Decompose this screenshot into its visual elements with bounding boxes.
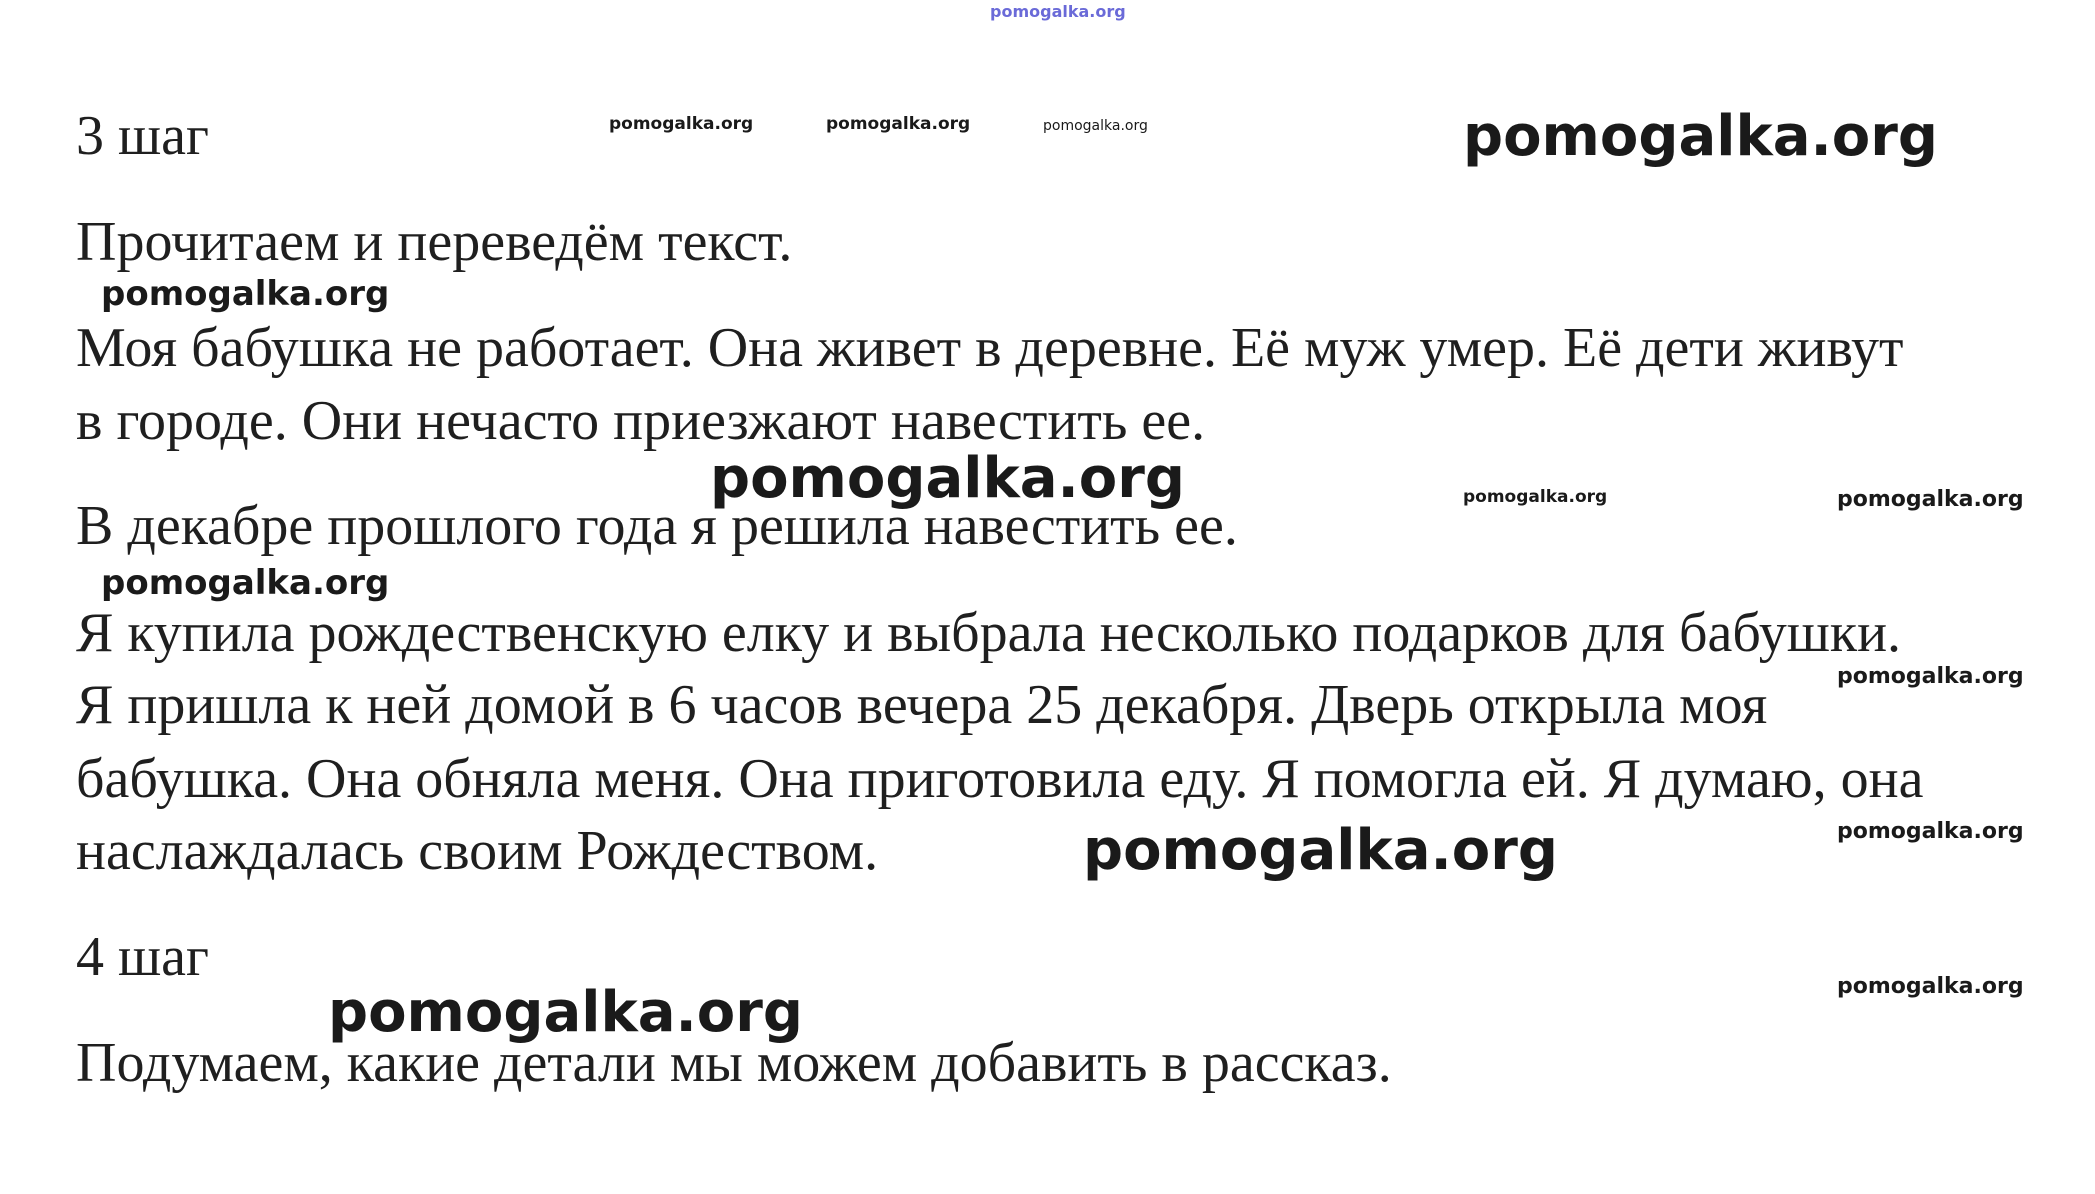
paragraph-1-line-2: в городе. Они нечасто приезжают навестить ее. [76, 390, 1206, 452]
paragraph-3-line-4: наслаждалась своим Рождеством. [76, 820, 879, 882]
watermark: pomogalka.org [1837, 819, 2024, 844]
paragraph-3-line-3: бабушка. Она обняла меня. Она приготовила еду. Я помогла ей. Я думаю, она [76, 748, 1924, 810]
watermark: pomogalka.org [1837, 487, 2024, 512]
step3-heading: 3 шаг [76, 105, 209, 167]
watermark: pomogalka.org [1837, 664, 2024, 689]
step4-heading: 4 шаг [76, 926, 209, 988]
watermark: pomogalka.org [826, 114, 971, 134]
step3-intro: Прочитаем и переведём текст. [76, 211, 793, 273]
watermark: pomogalka.org [1043, 118, 1148, 134]
watermark: pomogalka.org [1463, 487, 1608, 507]
watermark: pomogalka.org [328, 980, 803, 1045]
paragraph-3-line-2: Я пришла к ней домой в 6 часов вечера 25 декабря. Дверь открыла моя [76, 674, 1768, 736]
paragraph-3-line-1: Я купила рождественскую елку и выбрала несколько подарков для бабушки. [76, 602, 1902, 664]
watermark: pomogalka.org [1463, 104, 1938, 169]
watermark: pomogalka.org [101, 274, 390, 314]
watermark: pomogalka.org [101, 563, 390, 603]
watermark: pomogalka.org [710, 446, 1185, 511]
header-watermark: pomogalka.org [990, 2, 1126, 21]
step4-text: Подумаем, какие детали мы можем добавить в рассказ. [76, 1032, 1392, 1094]
watermark: pomogalka.org [1083, 818, 1558, 883]
watermark: pomogalka.org [609, 114, 754, 134]
watermark: pomogalka.org [1837, 974, 2024, 999]
paragraph-1-line-1: Моя бабушка не работает. Она живет в деревне. Её муж умер. Её дети живут [76, 317, 1904, 379]
paragraph-2: В декабре прошлого года я решила навестить ее. [76, 495, 1238, 557]
